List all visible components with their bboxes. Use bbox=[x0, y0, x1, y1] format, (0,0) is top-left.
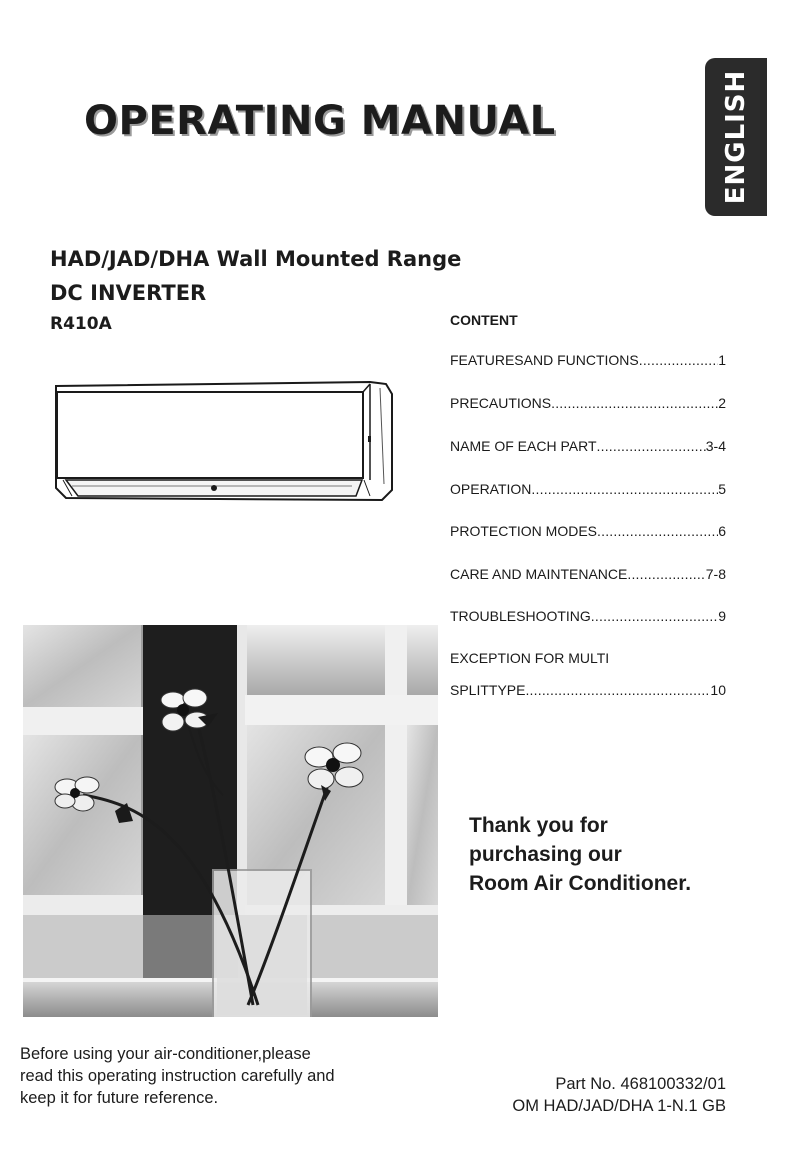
instruction-line: Before using your air-conditioner,please bbox=[20, 1045, 311, 1063]
contents-item-page: 7-8 bbox=[705, 566, 726, 582]
model-code: OM HAD/JAD/DHA 1-N.1 GB bbox=[512, 1097, 726, 1115]
instruction-line: read this operating instruction carefully and bbox=[20, 1067, 335, 1085]
reading-instructions bbox=[20, 1043, 335, 1109]
contents-item-page: 3-4 bbox=[705, 438, 726, 454]
contents-item-label: PROTECTION MODES bbox=[450, 523, 598, 539]
product-type: DC INVERTER bbox=[50, 281, 207, 305]
contents-item bbox=[450, 395, 726, 411]
contents-item-page: 1 bbox=[718, 352, 726, 368]
part-number-block bbox=[512, 1073, 726, 1117]
contents-item-page: 5 bbox=[718, 481, 726, 497]
refrigerant-label: R410A bbox=[50, 314, 112, 334]
thank-you-line: Thank you for bbox=[469, 814, 608, 837]
contents-item-label-extra: EXCEPTION FOR MULTI bbox=[450, 650, 610, 666]
language-tab bbox=[705, 58, 767, 216]
manual-title: OPERATING MANUAL bbox=[84, 98, 556, 144]
thank-you-line: purchasing our bbox=[469, 843, 622, 866]
contents-item bbox=[450, 608, 726, 624]
contents-item-label: TROUBLESHOOTING bbox=[450, 608, 591, 624]
contents-heading: CONTENT bbox=[450, 312, 518, 328]
contents-item-label: CARE AND MAINTENANCE bbox=[450, 566, 628, 582]
contents-item-page: 2 bbox=[718, 395, 726, 411]
contents-item-label: NAME OF EACH PART bbox=[450, 438, 597, 454]
air-conditioner-illustration bbox=[52, 380, 394, 506]
language-label: ENGLISH bbox=[721, 69, 751, 205]
contents-item-page: 10 bbox=[710, 682, 726, 698]
contents-item bbox=[450, 566, 726, 582]
product-range-title: HAD/JAD/DHA Wall Mounted Range bbox=[50, 247, 462, 271]
part-number: Part No. 468100332/01 bbox=[555, 1075, 726, 1093]
contents-item bbox=[450, 523, 726, 539]
thank-you-message bbox=[469, 811, 691, 898]
contents-item-label: PRECAUTIONS bbox=[450, 395, 552, 411]
contents-item bbox=[450, 481, 726, 497]
instruction-line: keep it for future reference. bbox=[20, 1089, 219, 1107]
contents-item-label: SPLITTYPE bbox=[450, 682, 526, 698]
contents-item-label: OPERATION bbox=[450, 481, 532, 497]
contents-item bbox=[450, 682, 726, 698]
contents-item-label: FEATURESAND FUNCTIONS bbox=[450, 352, 639, 368]
window-flowers-photo bbox=[23, 625, 438, 1017]
thank-you-line: Room Air Conditioner. bbox=[469, 872, 692, 895]
contents-item-page: 9 bbox=[718, 608, 726, 624]
contents-item bbox=[450, 352, 726, 368]
contents-item-page: 6 bbox=[718, 523, 726, 539]
contents-item bbox=[450, 438, 726, 454]
